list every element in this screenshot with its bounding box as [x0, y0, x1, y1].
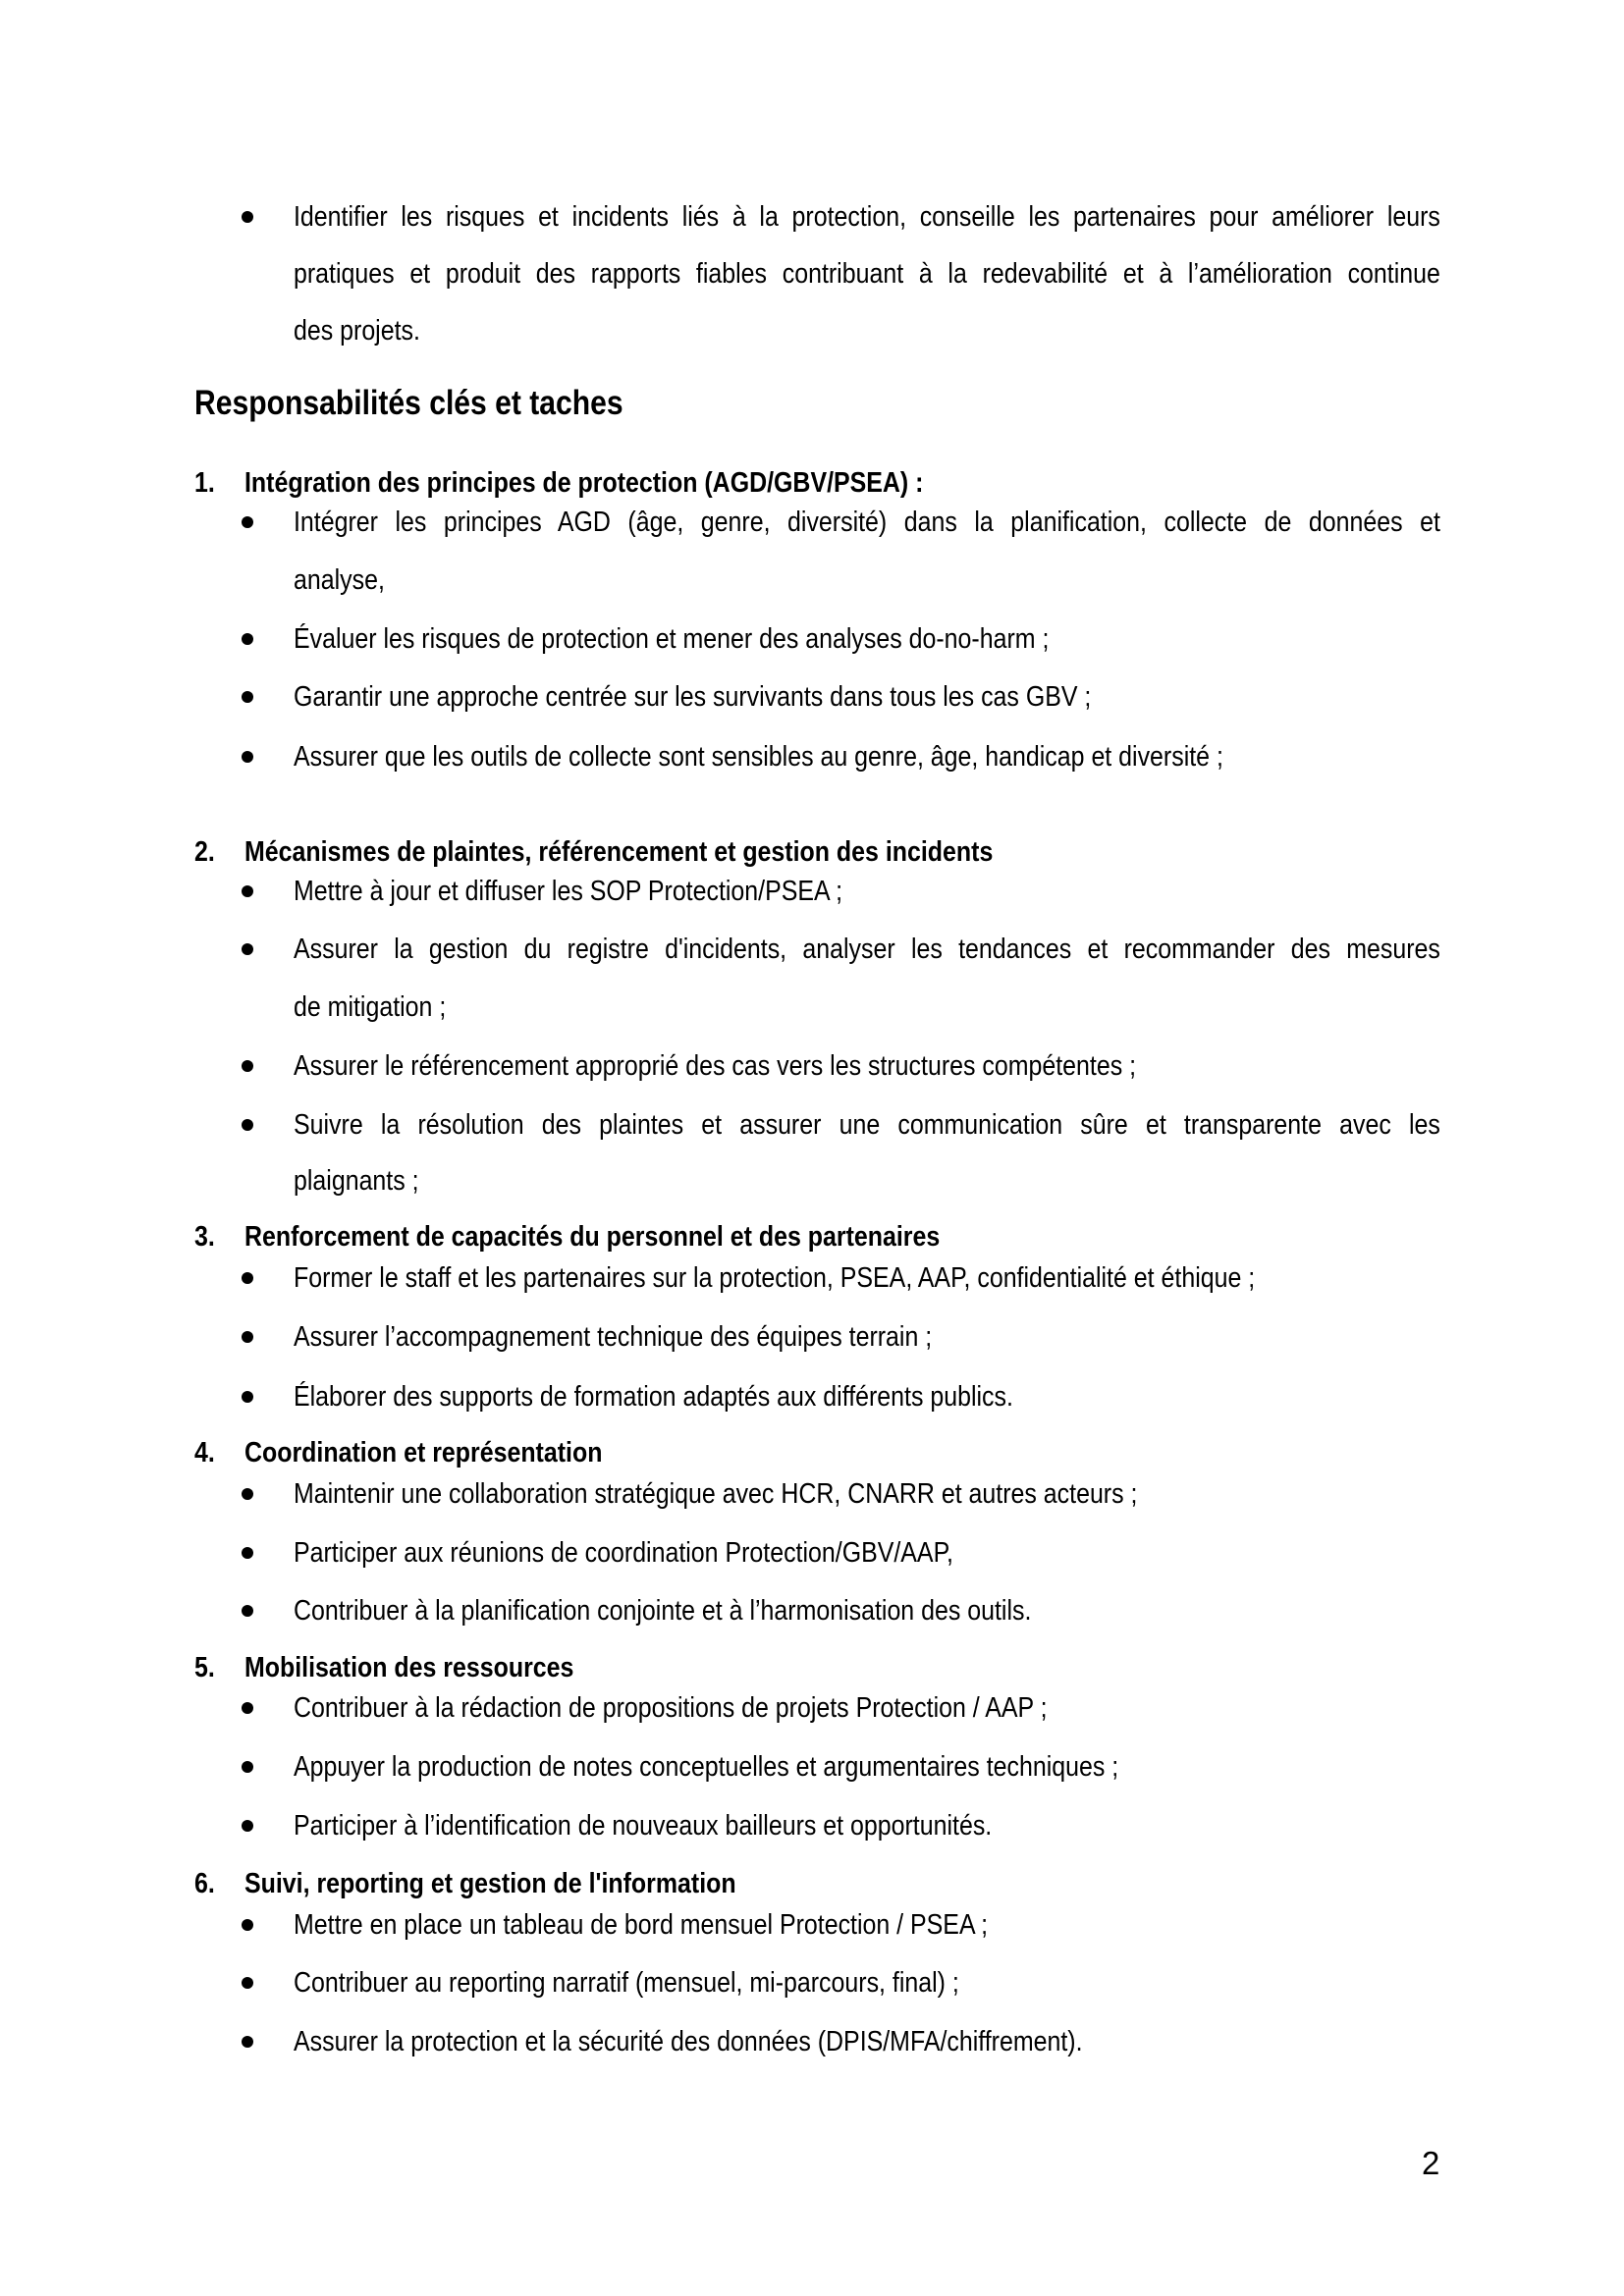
bullet-icon	[242, 516, 253, 528]
list-item-line: Former le staff et les partenaires sur la protection, PSEA, AAP, confidentialité et éthique ;	[294, 1262, 1256, 1294]
list-item-line: Intégrer les principes AGD (âge, genre, diversité) dans la planification, collecte de données et	[294, 507, 1440, 538]
bullet-icon	[242, 1488, 253, 1500]
bullet-icon	[242, 2036, 253, 2048]
list-item-line: Assurer que les outils de collecte sont sensibles au genre, âge, handicap et diversité ;	[294, 741, 1223, 773]
list-item-line: Contribuer au reporting narratif (mensuel, mi-parcours, final) ;	[294, 1967, 959, 1999]
section-title: Mobilisation des ressources	[244, 1652, 574, 1683]
list-item-line: Assurer la protection et la sécurité des données (DPIS/MFA/chiffrement).	[294, 2026, 1083, 2057]
section-number: 3.	[194, 1221, 215, 1253]
section-number: 1.	[194, 467, 215, 499]
section-title: Suivi, reporting et gestion de l'information	[244, 1868, 736, 1899]
bullet-icon	[242, 943, 253, 955]
list-item-line: de mitigation ;	[294, 991, 447, 1023]
bullet-icon	[242, 885, 253, 897]
bullet-icon	[242, 1820, 253, 1832]
section-number: 2.	[194, 836, 215, 868]
bullet-icon	[242, 1331, 253, 1343]
section-heading: Responsabilités clés et taches	[194, 384, 623, 422]
section-title: Coordination et représentation	[244, 1437, 603, 1468]
bullet-icon	[242, 1702, 253, 1714]
list-item-line: Suivre la résolution des plaintes et assurer une communication sûre et transparente avec les	[294, 1109, 1440, 1141]
bullet-icon	[242, 1060, 253, 1072]
section-title: Renforcement de capacités du personnel et des partenaires	[244, 1221, 941, 1253]
intro-bullet-line: pratiques et produit des rapports fiables contribuant à la redevabilité et à l’amélioration continue	[294, 258, 1440, 290]
list-item-line: Participer aux réunions de coordination Protection/GBV/AAP,	[294, 1537, 953, 1569]
section-title: Intégration des principes de protection (AGD/GBV/PSEA) :	[244, 467, 924, 499]
bullet-icon	[242, 1977, 253, 1989]
bullet-icon	[242, 1272, 253, 1284]
list-item-line: Mettre à jour et diffuser les SOP Protection/PSEA ;	[294, 876, 843, 907]
page-number: 2	[1422, 2145, 1440, 2181]
bullet-icon	[242, 1391, 253, 1403]
list-item-line: Assurer le référencement approprié des cas vers les structures compétentes ;	[294, 1050, 1137, 1082]
section-title: Mécanismes de plaintes, référencement et gestion des incidents	[244, 836, 994, 868]
list-item-line: Contribuer à la planification conjointe et à l’harmonisation des outils.	[294, 1595, 1032, 1627]
section-number: 6.	[194, 1868, 215, 1899]
list-item-line: Élaborer des supports de formation adaptés aux différents publics.	[294, 1381, 1013, 1413]
list-item-line: Mettre en place un tableau de bord mensuel Protection / PSEA ;	[294, 1909, 989, 1941]
list-item-line: Maintenir une collaboration stratégique avec HCR, CNARR et autres acteurs ;	[294, 1478, 1138, 1510]
bullet-icon	[242, 751, 253, 763]
list-item-line: Assurer la gestion du registre d'incidents, analyser les tendances et recommander des mesures	[294, 934, 1440, 965]
list-item-line: Appuyer la production de notes conceptuelles et argumentaires techniques ;	[294, 1751, 1119, 1783]
list-item-line: Contribuer à la rédaction de propositions de projets Protection / AAP ;	[294, 1692, 1048, 1724]
list-item-line: plaignants ;	[294, 1165, 419, 1197]
list-item-line: analyse,	[294, 564, 385, 596]
bullet-icon	[242, 1919, 253, 1931]
list-item-line: Participer à l’identification de nouveaux bailleurs et opportunités.	[294, 1810, 993, 1842]
bullet-icon	[242, 211, 253, 223]
bullet-icon	[242, 633, 253, 645]
intro-bullet-line: Identifier les risques et incidents liés à la protection, conseille les partenaires pour améliorer leurs	[294, 201, 1440, 233]
list-item-line: Garantir une approche centrée sur les survivants dans tous les cas GBV ;	[294, 681, 1092, 713]
section-number: 5.	[194, 1652, 215, 1683]
bullet-icon	[242, 1119, 253, 1131]
bullet-icon	[242, 1547, 253, 1559]
bullet-icon	[242, 1605, 253, 1617]
list-item-line: Évaluer les risques de protection et mener des analyses do-no-harm ;	[294, 623, 1050, 655]
section-number: 4.	[194, 1437, 215, 1468]
bullet-icon	[242, 691, 253, 703]
intro-bullet-line: des projets.	[294, 315, 420, 347]
list-item-line: Assurer l’accompagnement technique des équipes terrain ;	[294, 1321, 933, 1353]
bullet-icon	[242, 1761, 253, 1773]
